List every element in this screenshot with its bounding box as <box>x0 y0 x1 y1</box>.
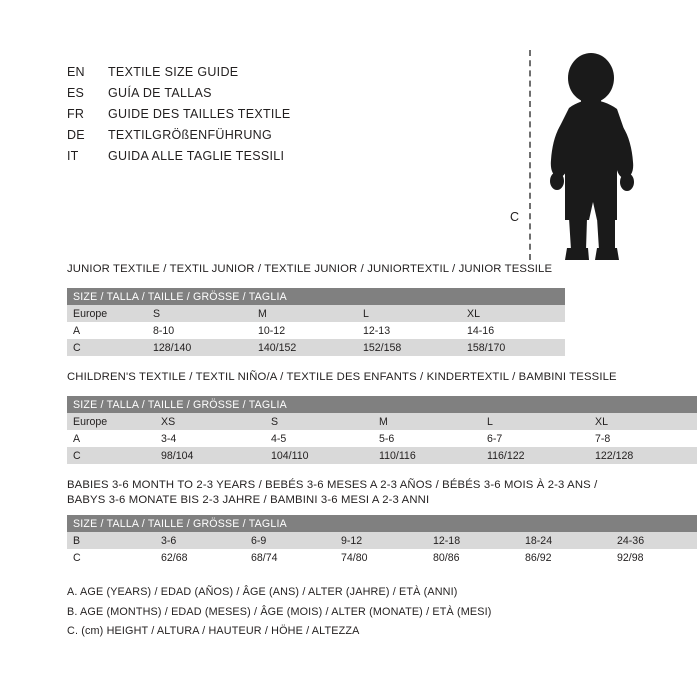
language-code-de: DE <box>67 128 85 142</box>
babies-row-c-v1: 68/74 <box>245 549 335 566</box>
junior-row-europe <box>67 305 565 322</box>
language-title-block <box>67 62 487 167</box>
junior-row-a-label: A <box>67 322 147 339</box>
children-row-c-v0: 98/104 <box>155 447 265 464</box>
child-silhouette-icon <box>539 50 649 265</box>
junior-row-a <box>67 322 565 339</box>
babies-row-c-label: C <box>67 549 155 566</box>
junior-row-a-v0: 8-10 <box>147 322 252 339</box>
language-row-fr <box>67 104 487 125</box>
babies-row-b-v3: 12-18 <box>427 532 519 549</box>
children-table-header-label: SIZE / TALLA / TAILLE / GRÖSSE / TAGLIA <box>67 396 697 413</box>
junior-row-europe-v0: S <box>147 305 252 322</box>
babies-row-b-label: B <box>67 532 155 549</box>
children-row-europe-v3: L <box>481 413 589 430</box>
junior-row-c-v0: 128/140 <box>147 339 252 356</box>
height-dashed-line <box>529 50 531 260</box>
junior-row-a-v2: 12-13 <box>357 322 461 339</box>
children-row-europe-v4: XL <box>589 413 697 430</box>
babies-size-table <box>67 515 697 566</box>
junior-row-a-v3: 14-16 <box>461 322 565 339</box>
language-text-fr: GUIDE DES TAILLES TEXTILE <box>108 107 291 121</box>
junior-table-header-label: SIZE / TALLA / TAILLE / GRÖSSE / TAGLIA <box>67 288 565 305</box>
legend-line-b: B. AGE (MONTHS) / EDAD (MESES) / ÂGE (MOIS) / ALTER (MONATE) / ETÀ (MESI) <box>67 605 492 618</box>
legend-line-a: A. AGE (YEARS) / EDAD (AÑOS) / ÂGE (ANS) / ALTER (JAHRE) / ETÀ (ANNI) <box>67 586 458 598</box>
children-row-europe-v1: S <box>265 413 373 430</box>
children-row-c-v4: 122/128 <box>589 447 697 464</box>
babies-section-title-line1: BABIES 3-6 MONTH TO 2-3 YEARS / BEBÉS 3-6 MESES A 2-3 AÑOS / BÉBÉS 3-6 MOIS À 2-3 ANS / <box>67 479 598 491</box>
babies-table-header-label: SIZE / TALLA / TAILLE / GRÖSSE / TAGLIA <box>67 515 697 532</box>
children-size-table <box>67 396 697 464</box>
language-text-en: TEXTILE SIZE GUIDE <box>108 65 239 79</box>
babies-row-c-v5: 92/98 <box>611 549 697 566</box>
children-table-header-row <box>67 396 697 413</box>
junior-size-table <box>67 288 565 356</box>
legend-block <box>67 583 491 642</box>
junior-row-c-label: C <box>67 339 147 356</box>
height-marker-label: C <box>507 208 522 226</box>
babies-row-c-v2: 74/80 <box>335 549 427 566</box>
babies-row-b-v5: 24-36 <box>611 532 697 549</box>
children-row-a-v3: 6-7 <box>481 430 589 447</box>
language-code-fr: FR <box>67 107 85 121</box>
babies-section-title-line2: BABYS 3-6 MONATE BIS 2-3 JAHRE / BAMBINI 3-6 MESI A 2-3 ANNI <box>67 494 430 506</box>
children-row-a <box>67 430 697 447</box>
children-row-europe <box>67 413 697 430</box>
babies-row-b <box>67 532 697 549</box>
children-row-a-v0: 3-4 <box>155 430 265 447</box>
junior-row-c-v2: 152/158 <box>357 339 461 356</box>
language-text-es: GUÍA DE TALLAS <box>108 86 212 100</box>
children-row-europe-v0: XS <box>155 413 265 430</box>
children-row-c-v2: 110/116 <box>373 447 481 464</box>
legend-line-c: C. (cm) HEIGHT / ALTURA / HAUTEUR / HÖHE / ALTEZZA <box>67 625 360 637</box>
children-row-a-v2: 5-6 <box>373 430 481 447</box>
children-row-europe-label: Europe <box>67 413 155 430</box>
babies-row-c <box>67 549 697 566</box>
junior-row-c-v3: 158/170 <box>461 339 565 356</box>
babies-row-b-v1: 6-9 <box>245 532 335 549</box>
children-row-c-v1: 104/110 <box>265 447 373 464</box>
babies-row-c-v3: 80/86 <box>427 549 519 566</box>
junior-row-europe-label: Europe <box>67 305 147 322</box>
language-text-de: TEXTILGRÖßENFÜHRUNG <box>108 128 273 142</box>
junior-row-europe-v3: XL <box>461 305 565 322</box>
children-row-a-v1: 4-5 <box>265 430 373 447</box>
children-row-c <box>67 447 697 464</box>
junior-row-europe-v2: L <box>357 305 461 322</box>
children-row-c-v3: 116/122 <box>481 447 589 464</box>
language-row-en <box>67 62 487 83</box>
children-row-europe-v2: M <box>373 413 481 430</box>
language-row-de <box>67 125 487 146</box>
babies-row-c-v0: 62/68 <box>155 549 245 566</box>
children-section-title: CHILDREN'S TEXTILE / TEXTIL NIÑO/A / TEXTILE DES ENFANTS / KINDERTEXTIL / BAMBINI TESSILE <box>67 371 617 383</box>
junior-section-title: JUNIOR TEXTILE / TEXTIL JUNIOR / TEXTILE JUNIOR / JUNIORTEXTIL / JUNIOR TESSILE <box>67 263 553 275</box>
babies-row-b-v0: 3-6 <box>155 532 245 549</box>
children-row-a-v4: 7-8 <box>589 430 697 447</box>
junior-row-c-v1: 140/152 <box>252 339 357 356</box>
language-row-it <box>67 146 487 167</box>
language-code-en: EN <box>67 65 85 79</box>
children-row-c-label: C <box>67 447 155 464</box>
children-row-a-label: A <box>67 430 155 447</box>
junior-row-c <box>67 339 565 356</box>
language-code-es: ES <box>67 86 85 100</box>
junior-row-a-v1: 10-12 <box>252 322 357 339</box>
babies-table-header-row <box>67 515 697 532</box>
height-figure <box>495 50 670 265</box>
language-code-it: IT <box>67 149 79 163</box>
language-row-es <box>67 83 487 104</box>
babies-row-b-v2: 9-12 <box>335 532 427 549</box>
language-text-it: GUIDA ALLE TAGLIE TESSILI <box>108 149 285 163</box>
babies-row-b-v4: 18-24 <box>519 532 611 549</box>
junior-row-europe-v1: M <box>252 305 357 322</box>
junior-table-header-row <box>67 288 565 305</box>
babies-row-c-v4: 86/92 <box>519 549 611 566</box>
